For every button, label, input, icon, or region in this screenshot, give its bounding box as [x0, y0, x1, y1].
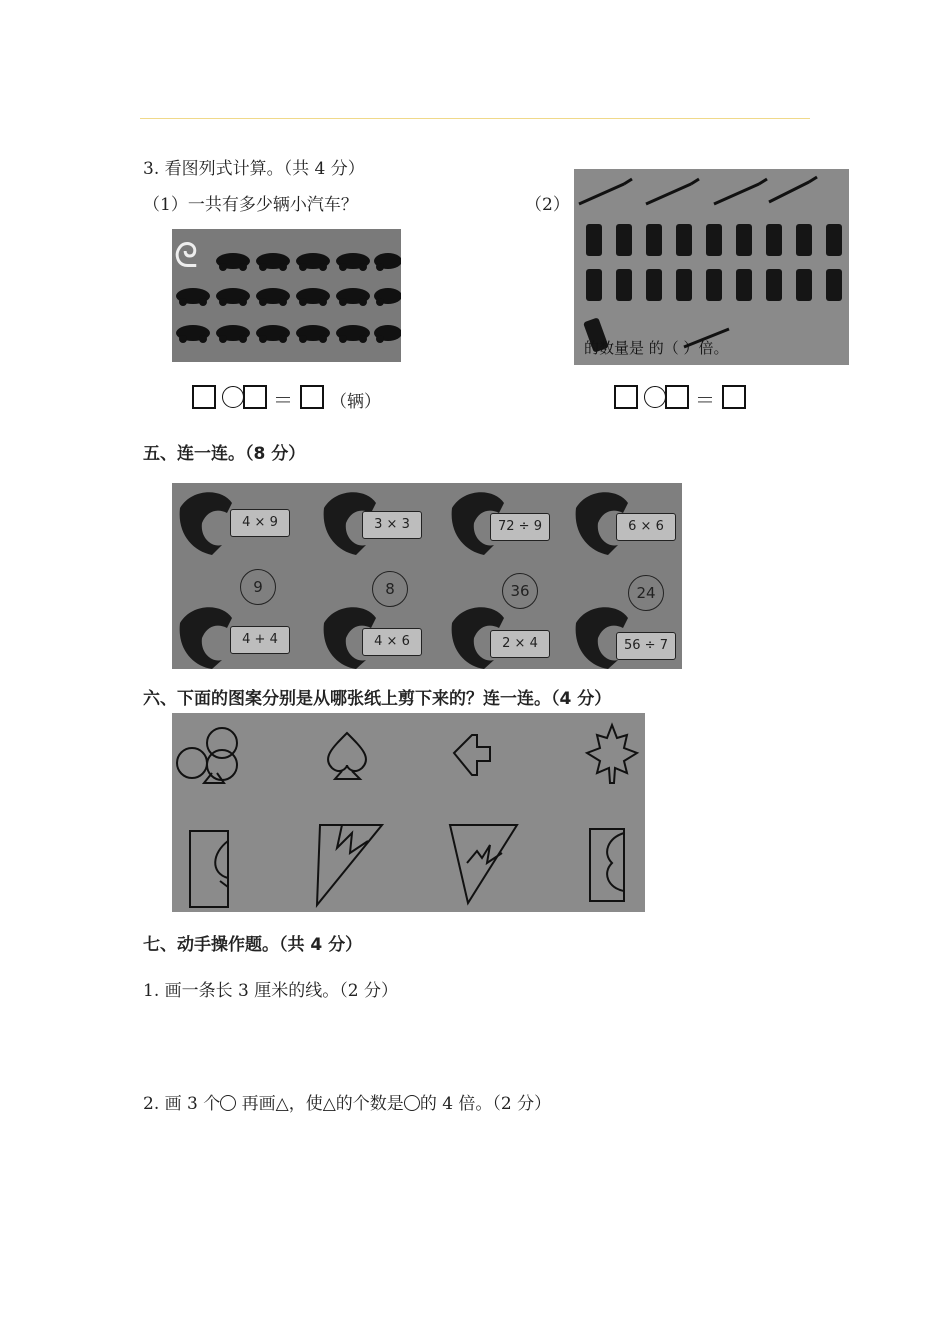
section7-q2-part-b: 再画△，使△的个数是 [236, 1094, 404, 1114]
answer-box-3[interactable] [300, 385, 324, 409]
cars-drawing [172, 229, 401, 362]
unit-label: （辆） [330, 392, 381, 412]
bottom-card-2[interactable]: 4 × 6 [362, 628, 422, 656]
circle-symbol-icon [220, 1095, 236, 1111]
bottom-card-3[interactable]: 2 × 4 [490, 630, 550, 658]
toothpaste-caption: 的数量是 的（ ）倍。 [584, 339, 729, 357]
cutout-drawing [172, 713, 645, 912]
section7-q2-part-c: 的 4 倍。（2 分） [419, 1094, 552, 1114]
answer-box-5[interactable] [665, 385, 689, 409]
matching-image [172, 483, 682, 669]
toothpaste-drawing [574, 169, 849, 365]
q3-sub1: （1）一共有多少辆小汽车？ [143, 195, 358, 215]
operator-circle-2[interactable] [644, 386, 666, 408]
bottom-card-1[interactable]: 4 + 4 [230, 626, 290, 654]
number-circle-4[interactable]: 24 [628, 575, 664, 611]
top-card-2[interactable]: 3 × 3 [362, 511, 422, 539]
q3-title: 3. 看图列式计算。（共 4 分） [143, 159, 365, 179]
q3-sub2: （2） [525, 195, 570, 215]
number-circle-3[interactable]: 36 [502, 573, 538, 609]
cutout-image [172, 713, 645, 912]
circle-symbol-icon-2 [404, 1095, 420, 1111]
answer-box-1[interactable] [192, 385, 216, 409]
bottom-card-4[interactable]: 56 ÷ 7 [616, 632, 676, 660]
answer-box-4[interactable] [614, 385, 638, 409]
answer-box-6[interactable] [722, 385, 746, 409]
section6-title: 六、下面的图案分别是从哪张纸上剪下来的？连一连。（4 分） [143, 689, 612, 709]
top-card-1[interactable]: 4 × 9 [230, 509, 290, 537]
section5-title: 五、连一连。（8 分） [143, 444, 306, 464]
toothpaste-image [574, 169, 849, 365]
top-card-4[interactable]: 6 × 6 [616, 513, 676, 541]
top-card-3[interactable]: 72 ÷ 9 [490, 513, 550, 541]
number-circle-1[interactable]: 9 [240, 569, 276, 605]
section7-title: 七、动手操作题。（共 4 分） [143, 935, 363, 955]
answer-box-2[interactable] [243, 385, 267, 409]
cars-image [172, 229, 401, 362]
equals-sign-2: ＝ [695, 388, 715, 412]
section7-q1: 1. 画一条长 3 厘米的线。（2 分） [143, 981, 398, 1001]
operator-circle-1[interactable] [222, 386, 244, 408]
header-rule [140, 118, 810, 119]
section7-q2 [143, 1089, 551, 1114]
cars-mark-icon: ᘓ [174, 236, 198, 276]
number-circle-2[interactable]: 8 [372, 571, 408, 607]
section7-q2-part-a: 2. 画 3 个 [143, 1094, 221, 1114]
equals-sign-1: ＝ [273, 388, 293, 412]
